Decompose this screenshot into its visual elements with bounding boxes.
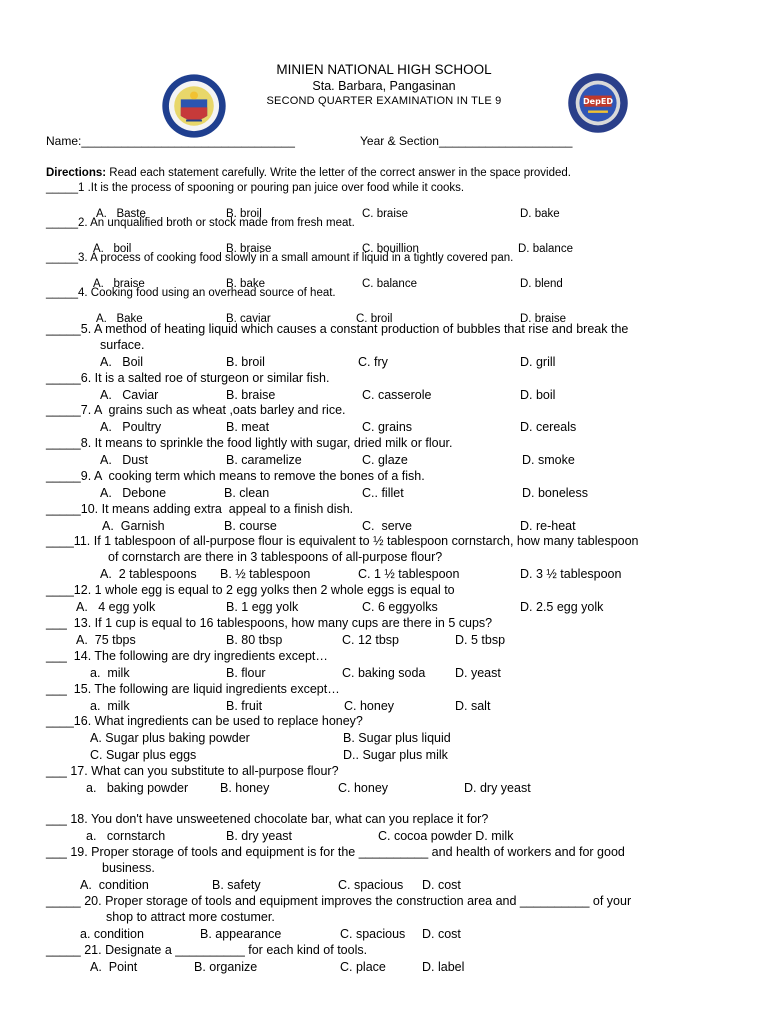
answer-option: A. Bake [96, 313, 143, 325]
question-text: ___ 19. Proper storage of tools and equipment is for the __________ and health of workers and for good [46, 845, 625, 859]
answer-option: C. cocoa powder D. milk [378, 829, 514, 843]
answer-option: C. casserole [362, 388, 432, 402]
question-text: ____16. What ingredients can be used to replace honey? [46, 714, 363, 728]
answer-option: D. cost [422, 878, 461, 892]
answer-option: C. spacious [340, 927, 406, 941]
answer-option: B. braise [226, 388, 276, 402]
question-text: of cornstarch are there in 3 tablespoons of all-purpose flour? [108, 550, 443, 564]
answer-option: B. caramelize [226, 453, 302, 467]
answer-option: D. re-heat [520, 519, 576, 533]
answer-option: A. 2 tablespoons [100, 567, 197, 581]
answer-option: B. caviar [226, 313, 271, 325]
question-text: _____6. It is a salted roe of sturgeon or similar fish. [46, 371, 330, 385]
answer-option: C. baking soda [342, 666, 426, 680]
answer-option: A. Baste [96, 208, 146, 220]
question-text: _____8. It means to sprinkle the food lightly with sugar, dried milk or flour. [46, 436, 453, 450]
question-text: _____ 20. Proper storage of tools and equipment improves the construction area and __________ of your [46, 894, 632, 908]
answer-option: D. 3 ½ tablespoon [520, 567, 622, 581]
answer-option: D. 2.5 egg yolk [520, 600, 604, 614]
answer-option: D. blend [520, 278, 563, 290]
answer-option: D. cost [422, 927, 461, 941]
answer-option: D. label [422, 960, 465, 974]
answer-option: C. 1 ½ tablespoon [358, 567, 460, 581]
answer-option: D. dry yeast [464, 781, 531, 795]
answer-option: B. 80 tbsp [226, 633, 283, 647]
answer-option: B. 1 egg yolk [226, 600, 299, 614]
answer-option: C. glaze [362, 453, 408, 467]
answer-option: A. Debone [100, 486, 167, 500]
answer-option: B. organize [194, 960, 258, 974]
answer-option: A. Boil [100, 355, 144, 369]
directions [46, 167, 571, 179]
exam-title: SECOND QUARTER EXAMINATION IN TLE 9 [266, 95, 502, 107]
question-text: ___ 17. What can you substitute to all-purpose flour? [46, 764, 339, 778]
answer-option: B. braise [226, 243, 272, 255]
question-text: _____5. A method of heating liquid which causes a constant production of bubbles that rise and break the [46, 322, 629, 336]
svg-text:DepED: DepED [582, 97, 614, 107]
answer-option: a. condition [80, 927, 144, 941]
question-text: ____11. If 1 tablespoon of all-purpose flour is equivalent to ½ tablespoon cornstarch, how many tablespoon [46, 534, 639, 548]
answer-option: A. 75 tbps [76, 633, 136, 647]
answer-option: B. dry yeast [226, 829, 292, 843]
answer-option: C. place [340, 960, 386, 974]
answer-option: C. broil [356, 313, 393, 325]
school-location: Sta. Barbara, Pangasinan [312, 79, 456, 93]
answer-option: C. spacious [338, 878, 404, 892]
answer-option: A. condition [80, 878, 149, 892]
question-text: _____ 21. Designate a __________ for each kind of tools. [46, 943, 368, 957]
question-text: shop to attract more costumer. [106, 910, 275, 924]
answer-option: D. 5 tbsp [455, 633, 506, 647]
answer-option: B. broil [226, 208, 262, 220]
answer-option: A. 4 egg yolk [76, 600, 156, 614]
answer-option: B. fruit [226, 699, 263, 713]
question-text: ____12. 1 whole egg is equal to 2 egg yolks then 2 whole eggs is equal to [46, 583, 455, 597]
name-field[interactable]: Name:________________________________ [46, 134, 295, 148]
answer-option: D. braise [520, 313, 567, 325]
answer-option: A. Sugar plus baking powder [90, 731, 250, 745]
answer-option: B. flour [226, 666, 266, 680]
answer-option: B. clean [224, 486, 270, 500]
question-text: _____2. An unqualified broth or stock made from fresh meat. [46, 217, 355, 229]
answer-option: B. Sugar plus liquid [343, 731, 451, 745]
answer-option: C. serve [362, 519, 413, 533]
answer-option: B. honey [220, 781, 270, 795]
answer-option: D. boneless [522, 486, 589, 500]
question-text: ___ 18. You don't have unsweetened chocolate bar, what can you replace it for? [46, 812, 489, 826]
answer-option: B. ½ tablespoon [220, 567, 311, 581]
answer-option: A. Caviar [100, 388, 159, 402]
directions-text: Read each statement carefully. Write the letter of the correct answer in the space provided. [106, 167, 571, 179]
answer-option: A. Dust [100, 453, 148, 467]
answer-option: C. 12 tbsp [342, 633, 399, 647]
question-text: surface. [100, 338, 145, 352]
year-section-field[interactable]: Year & Section____________________ [360, 134, 573, 148]
question-text: _____1 .It is the process of spooning or pouring pan juice over food while it cooks. [46, 182, 465, 194]
question-text: business. [102, 861, 155, 875]
answer-option: C. honey [338, 781, 389, 795]
answer-option: C. honey [344, 699, 395, 713]
directions-label: Directions: [46, 167, 107, 179]
question-text: _____3. A process of cooking food slowly in a small amount if liquid in a tightly covered pan. [46, 252, 514, 264]
answer-option: C. grains [362, 420, 413, 434]
answer-option: A. Garnish [102, 519, 165, 533]
answer-option: C. fry [358, 355, 388, 369]
answer-option: D. yeast [455, 666, 501, 680]
answer-option: D.. Sugar plus milk [343, 748, 448, 762]
question-text: _____9. A cooking term which means to remove the bones of a fish. [46, 469, 425, 483]
answer-option: a. milk [90, 699, 130, 713]
school-name: MINIEN NATIONAL HIGH SCHOOL [276, 62, 492, 77]
question-text: ___ 13. If 1 cup is equal to 16 tablespoons, how many cups are there in 5 cups? [46, 616, 493, 630]
question-text: _____4. Cooking food using an overhead source of heat. [46, 287, 336, 299]
answer-option: C. bouillion [362, 243, 419, 255]
answer-option: C. braise [362, 208, 409, 220]
answer-option: B. bake [226, 278, 265, 290]
answer-option: a. baking powder [86, 781, 189, 795]
answer-option: D. cereals [520, 420, 577, 434]
question-text: ___ 14. The following are dry ingredients except… [46, 649, 328, 663]
answer-option: a. cornstarch [86, 829, 166, 843]
question-text: _____7. A grains such as wheat ,oats barley and rice. [46, 403, 346, 417]
answer-option: D. smoke [522, 453, 575, 467]
answer-option: A. Poultry [100, 420, 162, 434]
answer-option: a. milk [90, 666, 130, 680]
answer-option: C. 6 eggyolks [362, 600, 438, 614]
answer-option: A. Point [90, 960, 138, 974]
answer-option: A. boil [93, 243, 132, 255]
answer-option: B. appearance [200, 927, 282, 941]
question-text: _____10. It means adding extra appeal to a finish dish. [46, 502, 354, 516]
answer-option: A. braise [93, 278, 145, 290]
answer-option: C. balance [362, 278, 417, 290]
answer-option: B. safety [212, 878, 261, 892]
answer-option: D. grill [520, 355, 556, 369]
answer-option: D. balance [518, 243, 573, 255]
answer-option: D. salt [455, 699, 491, 713]
answer-option: D. boil [520, 388, 556, 402]
answer-option: B. meat [226, 420, 270, 434]
answer-option: B. broil [226, 355, 265, 369]
answer-option: B. course [224, 519, 277, 533]
answer-option: C. Sugar plus eggs [90, 748, 197, 762]
answer-option: D. bake [520, 208, 560, 220]
question-text: ___ 15. The following are liquid ingredients except… [46, 682, 340, 696]
answer-option: C.. fillet [362, 486, 404, 500]
